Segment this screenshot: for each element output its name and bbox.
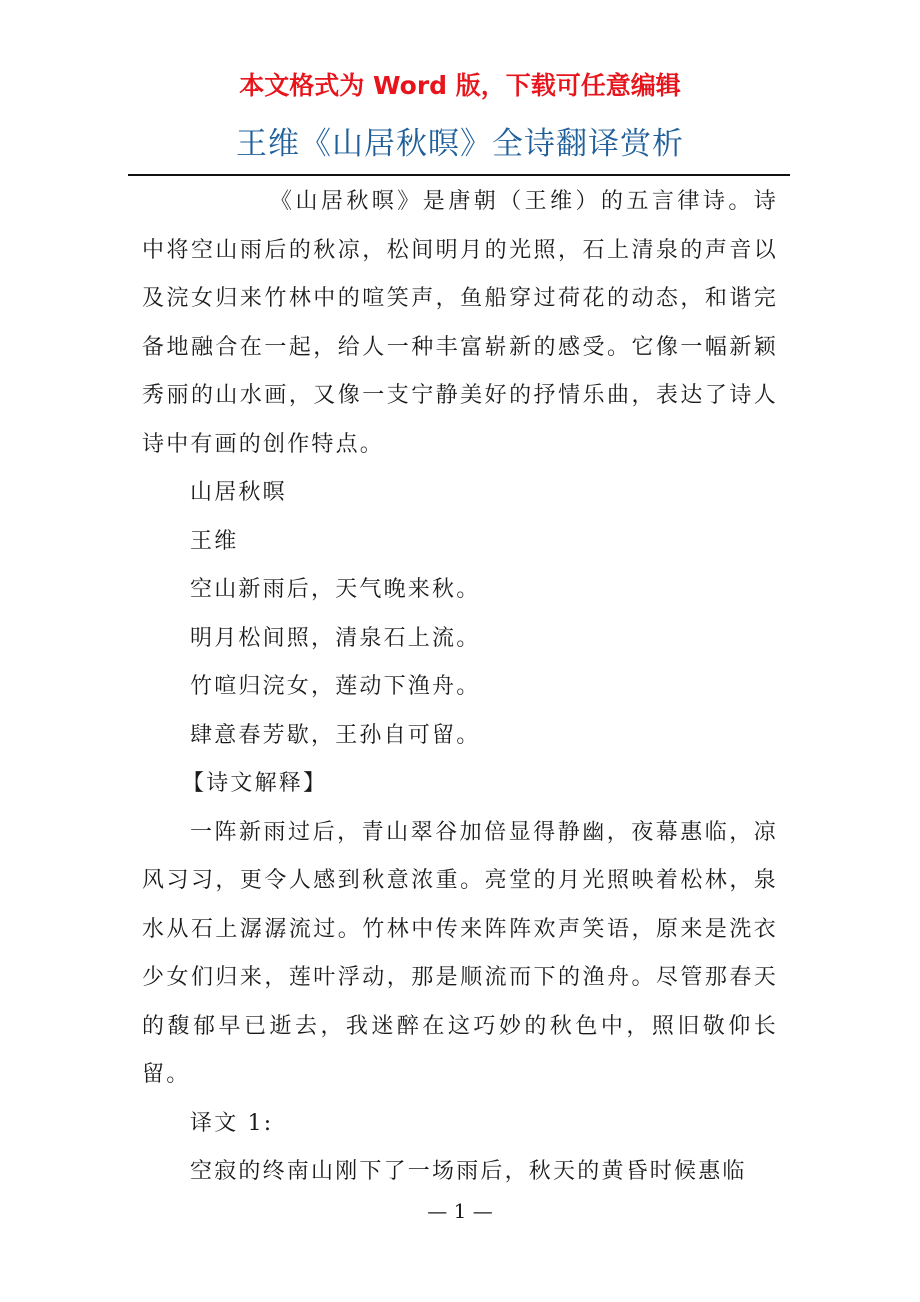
- poem-line: 竹喧归浣女，莲动下渔舟。: [190, 674, 481, 699]
- format-notice-banner: 本文格式为 Word 版，下载可任意编辑: [239, 71, 681, 100]
- page-number: — 1 —: [427, 1199, 493, 1223]
- intro-paragraph: 《山居秋暝》是唐朝（王维）的五言律诗。诗中将空山雨后的秋凉，松间明月的光照，石上清泉的声音以及浣女归来竹林中的喧笑声，鱼船穿过荷花的动态，和谐完备地融合在一起，给人一种丰富崭新的感受。它像一幅新颖秀丽的山水画，又像一支宁静美好的抒情乐曲，表达了诗人诗中有画的创作特点。: [142, 189, 778, 457]
- document-title: 王维《山居秋暝》全诗翻译赏析: [236, 126, 684, 162]
- translation-paragraph: 空寂的终南山刚下了一场雨后，秋天的黄昏时候惠临: [190, 1159, 747, 1184]
- poem-line: 空山新雨后，天气晚来秋。: [190, 577, 481, 602]
- poem-line: 肆意春芳歇，王孙自可留。: [190, 722, 481, 748]
- poem-title: 山居秋暝: [190, 480, 287, 505]
- poem-author: 王维: [190, 528, 239, 554]
- poem-line: 明月松间照，清泉石上流。: [190, 625, 481, 651]
- document-body: [142, 178, 778, 1197]
- title-divider: [128, 174, 790, 176]
- explanation-paragraph: 一阵新雨过后，青山翠谷加倍显得静幽，夜幕惠临，凉风习习，更令人感到秋意浓重。亮堂的月光照映着松林，泉水从石上潺潺流过。竹林中传来阵阵欢声笑语，原来是洗衣少女们归来，莲叶浮动，那是顺流而下的渔舟。尽管那春天的馥郁早已逝去，我迷醉在这巧妙的秋色中，照旧敬仰长留。: [142, 819, 778, 1087]
- explanation-heading: 【诗文解释】: [182, 771, 328, 796]
- translation-heading: 译文 1:: [190, 1110, 274, 1136]
